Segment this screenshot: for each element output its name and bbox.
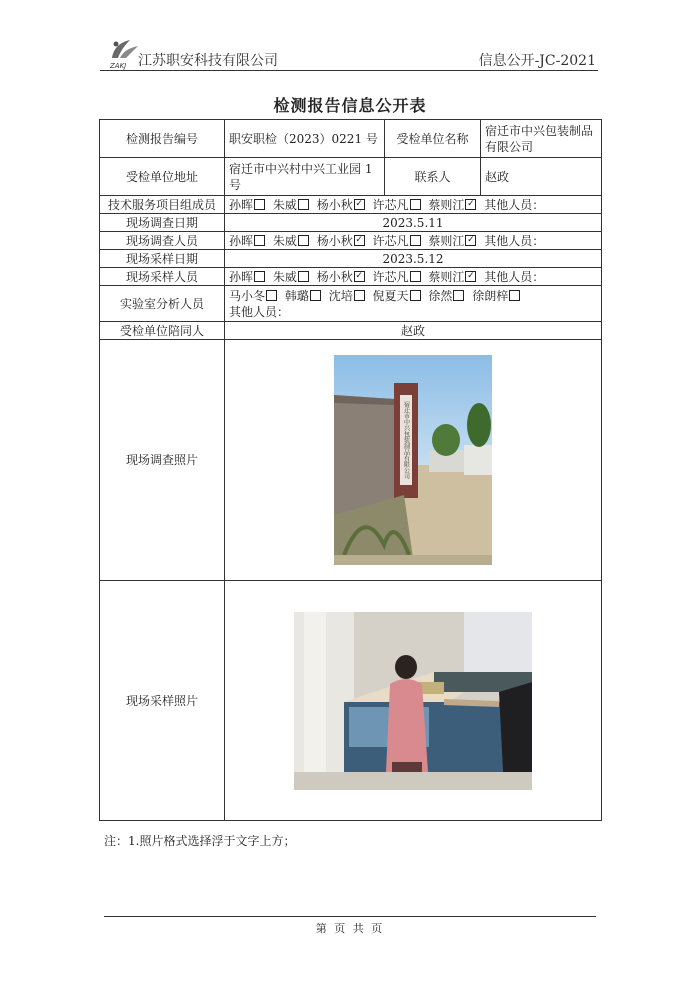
table-row [100,322,602,340]
checkbox-icon [410,199,421,210]
person-name: 杨小秋 [316,197,353,212]
checkbox-icon [509,290,520,301]
footnote: 注：1.照片格式选择浮于文字上方； [104,834,296,848]
table-row [100,214,602,232]
survey-photo-image [334,355,492,565]
team-label: 技术服务项目组成员 [100,196,225,214]
checkbox-icon [266,290,277,301]
person-name: 许芯凡 [372,233,409,248]
person-name: 朱威 [272,197,297,212]
person-entry [373,234,425,248]
person-entry [373,289,425,303]
checkbox-icon [254,199,265,210]
person-entry [317,198,369,212]
survey-photo-sign: 宿迁市中兴包装制品有限公司 [402,401,410,479]
report-no-value: 职安职检（2023）0221 号 [225,120,385,158]
checkbox-icon [254,235,265,246]
sampling-date-value: 2023.5.12 [225,250,602,268]
person-entry [317,270,369,284]
person-entry [229,270,269,284]
survey-staff-label: 现场调查人员 [100,232,225,250]
checkbox-icon [465,199,476,210]
contact-label: 联系人 [385,158,481,196]
survey-staff [225,232,602,250]
table-row [100,120,602,158]
checkbox-icon [465,235,476,246]
table-row [100,268,602,286]
person-name: 朱威 [272,269,297,284]
checkbox-icon [298,199,309,210]
survey-date-value: 2023.5.11 [225,214,602,232]
lab-staff [225,286,602,322]
person-name: 其他人员： [484,269,545,284]
address-label: 受检单位地址 [100,158,225,196]
person-entry [472,289,524,303]
person-entry [373,198,425,212]
table-row [100,196,602,214]
sampling-staff-label: 现场采样人员 [100,268,225,286]
footer-divider [104,916,596,917]
checkbox-icon [310,290,321,301]
person-entry [317,234,369,248]
company-logo-icon [106,36,142,70]
person-entry [329,289,369,303]
person-name: 孙晖 [229,269,254,284]
person-entry [273,234,313,248]
sampling-staff [225,268,602,286]
checkbox-icon [410,235,421,246]
table-row [100,340,602,581]
contact-value: 赵政 [481,158,602,196]
checkbox-icon [453,290,464,301]
team-members [225,196,602,214]
table-row [100,158,602,196]
lab-others: 其他人员： [229,304,290,319]
table-row [100,250,602,268]
page-title: 检测报告信息公开表 [273,96,427,115]
person-name: 许芯凡 [372,269,409,284]
person-entry [273,198,313,212]
person-entry [484,234,544,248]
sampling-photo-cell [225,581,602,821]
checkbox-icon [465,271,476,282]
person-name: 其他人员： [484,197,545,212]
person-entry [484,270,544,284]
person-name: 朱威 [272,233,297,248]
person-name: 其他人员： [484,233,545,248]
person-entry [428,198,480,212]
sampling-date-label: 现场采样日期 [100,250,225,268]
person-entry [229,198,269,212]
table-row [100,581,602,821]
checkbox-icon [298,271,309,282]
survey-date-label: 现场调查日期 [100,214,225,232]
person-name: 杨小秋 [316,269,353,284]
checkbox-icon [254,271,265,282]
survey-photo-label: 现场调查照片 [100,340,225,581]
person-entry [273,270,313,284]
checkbox-icon [298,235,309,246]
checkbox-icon [354,271,365,282]
person-name: 蔡则江 [428,269,465,284]
escort-value: 赵政 [225,322,602,340]
address-value: 宿迁市中兴村中兴工业园 1 号 [225,158,385,196]
person-entry [373,270,425,284]
document-id: 信息公开-JC-2021 [478,53,596,69]
person-name: 徐然 [428,288,453,303]
sampling-photo [294,612,532,790]
person-name: 沈培 [328,288,353,303]
checkbox-icon [354,235,365,246]
person-name: 韩璐 [284,288,309,303]
survey-photo [334,355,492,565]
person-name: 徐朗梓 [472,288,509,303]
escort-label: 受检单位陪同人 [100,322,225,340]
person-name: 杨小秋 [316,233,353,248]
person-name: 蔡则江 [428,197,465,212]
table-row [100,232,602,250]
checkbox-icon [410,271,421,282]
header-divider [100,70,598,71]
checkbox-icon [410,290,421,301]
unit-name-label: 受检单位名称 [385,120,481,158]
report-info-table [99,119,602,821]
person-name: 马小冬 [229,288,266,303]
checkbox-icon [354,290,365,301]
sampling-photo-label: 现场采样照片 [100,581,225,821]
checkbox-icon [354,199,365,210]
sampling-photo-image [294,612,532,790]
person-entry [428,234,480,248]
person-entry [484,198,544,212]
person-entry [428,289,468,303]
person-entry [285,289,325,303]
person-entry [229,289,281,303]
person-name: 孙晖 [229,233,254,248]
person-name: 许芯凡 [372,197,409,212]
person-entry [428,270,480,284]
company-name: 江苏职安科技有限公司 [138,53,278,69]
person-entry [229,234,269,248]
person-name: 蔡则江 [428,233,465,248]
survey-photo-cell [225,340,602,581]
page-number: 第 页 共 页 [315,922,385,935]
person-name: 倪夏天 [372,288,409,303]
unit-name-value: 宿迁市中兴包装制品有限公司 [481,120,602,158]
report-no-label: 检测报告编号 [100,120,225,158]
person-name: 孙晖 [229,197,254,212]
table-row [100,286,602,322]
page-header [104,36,596,70]
logo-text: ZAKJ [110,62,127,70]
lab-label: 实验室分析人员 [100,286,225,322]
